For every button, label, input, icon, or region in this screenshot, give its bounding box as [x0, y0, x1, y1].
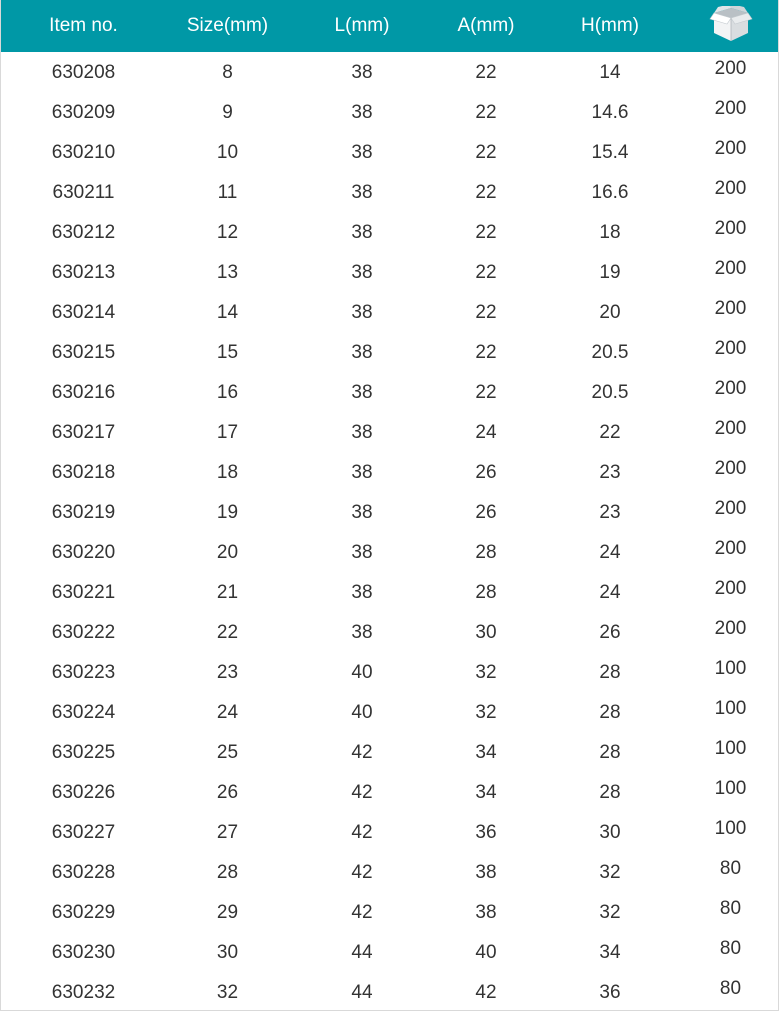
height-cell: 14: [599, 62, 621, 83]
a-cell: 42: [475, 982, 497, 1003]
size-cell: 15: [216, 342, 239, 363]
table-row: [1, 972, 778, 1012]
table-row: [1, 332, 778, 372]
a-cell: 22: [475, 342, 497, 363]
table-header: [1, 0, 778, 52]
item-no-cell: 630221: [51, 582, 116, 603]
qty-cell: 200: [714, 258, 747, 279]
size-cell: 20: [216, 542, 239, 563]
item-no-cell: 630227: [51, 822, 116, 843]
table-row: [1, 292, 778, 332]
item-no-cell: 630213: [51, 262, 116, 283]
qty-cell: 200: [714, 458, 747, 479]
length-cell: 38: [351, 502, 373, 523]
table-row: [1, 732, 778, 772]
item-no-cell: 630216: [51, 382, 116, 403]
size-cell: 27: [216, 822, 239, 843]
table-row: [1, 652, 778, 692]
length-cell: 38: [351, 262, 373, 283]
item-no-cell: 630232: [51, 982, 116, 1003]
size-cell: 22: [216, 622, 239, 643]
size-cell: 9: [222, 102, 233, 123]
height-cell: 28: [599, 782, 621, 803]
table-row: [1, 772, 778, 812]
item-no-cell: 630225: [51, 742, 116, 763]
height-cell: 30: [599, 822, 621, 843]
table-row: [1, 492, 778, 532]
item-no-cell: 630230: [51, 942, 116, 963]
length-cell: 40: [351, 702, 373, 723]
size-cell: 25: [216, 742, 239, 763]
height-cell: 28: [599, 742, 621, 763]
size-cell: 29: [216, 902, 239, 923]
item-no-cell: 630214: [51, 302, 116, 323]
table-body: [1, 52, 778, 1012]
size-cell: 8: [222, 62, 233, 83]
length-cell: 38: [351, 102, 373, 123]
table-row: [1, 852, 778, 892]
height-cell: 19: [599, 262, 621, 283]
item-no-cell: 630223: [51, 662, 116, 683]
header-a: A(mm): [457, 15, 515, 36]
size-cell: 16: [216, 382, 239, 403]
height-cell: 28: [599, 662, 621, 683]
table-row: [1, 692, 778, 732]
item-no-cell: 630215: [51, 342, 116, 363]
qty-cell: 200: [714, 138, 747, 159]
size-cell: 32: [216, 982, 239, 1003]
length-cell: 38: [351, 222, 373, 243]
header-size: Size(mm): [186, 15, 269, 36]
a-cell: 22: [475, 262, 497, 283]
item-no-cell: 630209: [51, 102, 116, 123]
height-cell: 32: [599, 902, 621, 923]
qty-cell: 80: [719, 978, 742, 999]
height-cell: 20.5: [591, 382, 629, 403]
size-cell: 11: [217, 182, 238, 203]
size-cell: 18: [216, 462, 239, 483]
table-row: [1, 252, 778, 292]
table-row: [1, 372, 778, 412]
length-cell: 44: [351, 942, 373, 963]
qty-cell: 100: [714, 778, 747, 799]
a-cell: 40: [475, 942, 497, 963]
qty-cell: 200: [714, 178, 747, 199]
length-cell: 38: [351, 342, 373, 363]
table-row: [1, 572, 778, 612]
length-cell: 38: [351, 622, 373, 643]
table-row: [1, 172, 778, 212]
length-cell: 42: [351, 782, 373, 803]
item-no-cell: 630211: [52, 182, 115, 203]
size-cell: 10: [216, 142, 239, 163]
size-cell: 14: [216, 302, 239, 323]
qty-cell: 200: [714, 578, 747, 599]
height-cell: 20.5: [591, 342, 629, 363]
length-cell: 38: [351, 382, 373, 403]
qty-cell: 200: [714, 218, 747, 239]
length-cell: 38: [351, 182, 373, 203]
length-cell: 42: [351, 822, 373, 843]
table-row: [1, 532, 778, 572]
a-cell: 22: [475, 382, 497, 403]
size-cell: 24: [216, 702, 239, 723]
length-cell: 38: [351, 582, 373, 603]
qty-cell: 200: [714, 538, 747, 559]
height-cell: 36: [599, 982, 621, 1003]
table-row: [1, 452, 778, 492]
a-cell: 38: [475, 862, 497, 883]
height-cell: 34: [599, 942, 621, 963]
size-cell: 19: [216, 502, 239, 523]
length-cell: 42: [351, 902, 373, 923]
table-row: [1, 812, 778, 852]
header-height: H(mm): [580, 15, 640, 36]
height-cell: 23: [599, 502, 621, 523]
height-cell: 24: [599, 542, 621, 563]
a-cell: 34: [475, 742, 497, 763]
a-cell: 24: [475, 422, 497, 443]
a-cell: 22: [475, 142, 497, 163]
item-no-cell: 630210: [51, 142, 116, 163]
length-cell: 38: [351, 542, 373, 563]
length-cell: 44: [351, 982, 373, 1003]
item-no-cell: 630218: [51, 462, 116, 483]
height-cell: 18: [599, 222, 621, 243]
a-cell: 22: [475, 62, 497, 83]
size-cell: 28: [216, 862, 239, 883]
table-row: [1, 412, 778, 452]
height-cell: 14.6: [591, 102, 629, 123]
qty-cell: 200: [714, 498, 747, 519]
a-cell: 22: [475, 182, 497, 203]
length-cell: 40: [351, 662, 373, 683]
qty-cell: 100: [714, 818, 747, 839]
height-cell: 15.4: [591, 142, 629, 163]
size-cell: 26: [216, 782, 239, 803]
size-cell: 17: [216, 422, 239, 443]
qty-cell: 200: [714, 618, 747, 639]
qty-cell: 80: [719, 858, 742, 879]
size-cell: 21: [216, 582, 239, 603]
item-no-cell: 630208: [51, 62, 116, 83]
a-cell: 36: [475, 822, 497, 843]
qty-cell: 200: [714, 338, 747, 359]
length-cell: 42: [351, 862, 373, 883]
a-cell: 22: [475, 102, 497, 123]
qty-cell: 200: [714, 298, 747, 319]
qty-cell: 80: [719, 898, 742, 919]
table-row: [1, 132, 778, 172]
length-cell: 38: [351, 422, 373, 443]
height-cell: 24: [599, 582, 621, 603]
a-cell: 38: [475, 902, 497, 923]
table-row: [1, 52, 778, 92]
length-cell: 38: [351, 302, 373, 323]
qty-cell: 200: [714, 58, 747, 79]
item-no-cell: 630220: [51, 542, 116, 563]
box-icon-svg: [708, 6, 754, 46]
length-cell: 38: [351, 142, 373, 163]
item-no-cell: 630224: [51, 702, 116, 723]
table-row: [1, 932, 778, 972]
item-no-cell: 630229: [51, 902, 116, 923]
height-cell: 20: [599, 302, 621, 323]
qty-cell: 100: [714, 698, 747, 719]
table-row: [1, 892, 778, 932]
item-no-cell: 630217: [51, 422, 116, 443]
header-item-no: Item no.: [49, 15, 118, 36]
a-cell: 26: [475, 462, 497, 483]
a-cell: 28: [475, 542, 497, 563]
table-row: [1, 92, 778, 132]
item-no-cell: 630222: [51, 622, 116, 643]
length-cell: 38: [351, 62, 373, 83]
item-no-cell: 630228: [51, 862, 116, 883]
table-row: [1, 212, 778, 252]
qty-cell: 100: [714, 738, 747, 759]
size-cell: 30: [216, 942, 239, 963]
a-cell: 28: [475, 582, 497, 603]
height-cell: 26: [599, 622, 621, 643]
item-no-cell: 630219: [51, 502, 116, 523]
size-cell: 23: [216, 662, 239, 683]
item-no-cell: 630226: [51, 782, 116, 803]
table-row: [1, 612, 778, 652]
size-cell: 13: [216, 262, 239, 283]
a-cell: 32: [475, 662, 497, 683]
length-cell: 42: [351, 742, 373, 763]
box-icon: [683, 6, 778, 46]
qty-cell: 100: [714, 658, 747, 679]
qty-cell: 200: [714, 418, 747, 439]
size-cell: 12: [216, 222, 239, 243]
qty-cell: 200: [714, 98, 747, 119]
qty-cell: 80: [719, 938, 742, 959]
a-cell: 26: [475, 502, 497, 523]
header-length: L(mm): [334, 15, 390, 36]
item-no-cell: 630212: [51, 222, 116, 243]
height-cell: 32: [599, 862, 621, 883]
a-cell: 30: [475, 622, 497, 643]
a-cell: 32: [475, 702, 497, 723]
height-cell: 22: [599, 422, 621, 443]
a-cell: 22: [475, 302, 497, 323]
height-cell: 16.6: [591, 182, 629, 203]
height-cell: 23: [599, 462, 621, 483]
qty-cell: 200: [714, 378, 747, 399]
length-cell: 38: [351, 462, 373, 483]
height-cell: 28: [599, 702, 621, 723]
a-cell: 22: [475, 222, 497, 243]
a-cell: 34: [475, 782, 497, 803]
